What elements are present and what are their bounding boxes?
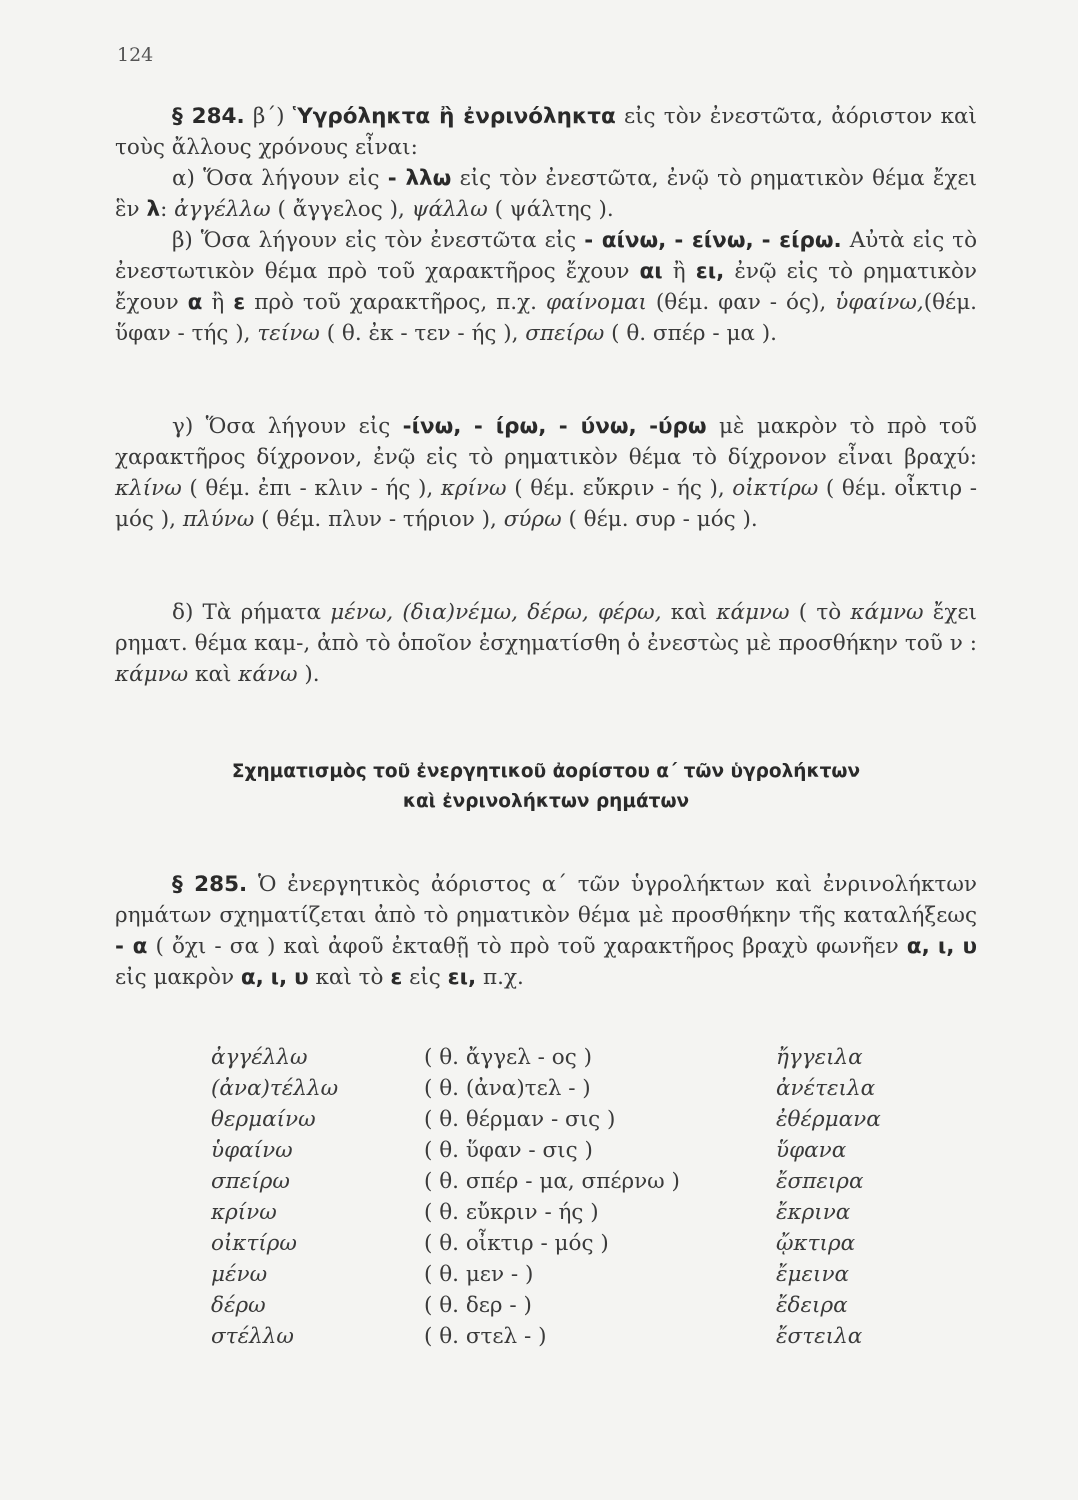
verb-cell: δέρω <box>211 1293 266 1318</box>
example-word: ἀγγέλλω <box>174 197 271 222</box>
ending: -ύρω <box>649 414 707 439</box>
aorist-cell: ἔκρινα <box>776 1200 851 1225</box>
letter: υ <box>294 965 309 990</box>
aorist-cell: ἔδειρα <box>776 1293 848 1318</box>
section-heading <box>115 757 977 817</box>
letter: α, <box>906 934 930 959</box>
table-row <box>0 1043 1078 1073</box>
text: μὲ μακρὸν τὸ πρὸ τοῦ χαρακτῆρος δίχρονον, ἐνῷ εἰς τὸ ρηματικὸν θέμα τὸ δίχρονον εἶναι βραχύ: <box>115 414 977 470</box>
text: ( ψάλτης ). <box>494 197 614 222</box>
table-row <box>0 1229 1078 1259</box>
verb-cell: σπείρω <box>211 1169 290 1194</box>
item-beta <box>115 225 977 349</box>
text: ἔχει ρηματ. θέμα καμ-, ἀπὸ τὸ ὁποῖον ἐσχηματίσθη ὁ ἐνεστὼς μὲ προσθήκην τοῦ ν : <box>115 600 977 656</box>
example-word: πλύνω <box>182 507 255 532</box>
item-gamma <box>115 411 977 535</box>
verb-cell: θερμαίνω <box>211 1107 316 1132</box>
item-label: α) <box>172 166 195 191</box>
letter: α <box>187 290 203 315</box>
text: Ὅσα λήγουν εἰς <box>203 166 380 191</box>
theme-cell: ( θ. εὔκριν - ής ) <box>424 1200 599 1225</box>
theme-cell: ( θ. (ἀνα)τελ - ) <box>424 1076 591 1101</box>
ending: - είνω, <box>674 228 754 253</box>
text: ( θ. σπέρ - μα ). <box>611 321 777 346</box>
section-number: § 285. <box>172 872 248 897</box>
table-row <box>0 1136 1078 1166</box>
text: : <box>160 197 168 222</box>
text: καὶ <box>670 600 708 625</box>
letter: υ <box>962 934 977 959</box>
theme-cell: ( θ. δερ - ) <box>424 1293 532 1318</box>
letter: ει, <box>447 965 477 990</box>
verb-cell: μένω <box>211 1262 268 1287</box>
table-row <box>0 1260 1078 1290</box>
paragraph-284-intro <box>115 101 977 163</box>
item-label: β) <box>172 228 193 253</box>
verb-cell: κρίνω <box>211 1200 277 1225</box>
item-label: δ) <box>172 600 194 625</box>
verb-cell: στέλλω <box>211 1324 294 1349</box>
aorist-cell: ἐθέρμανα <box>776 1107 881 1132</box>
item-delta <box>115 597 977 690</box>
letter: ι, <box>270 965 288 990</box>
table-row <box>0 1198 1078 1228</box>
verb-cell: ὑφαίνω <box>211 1138 293 1163</box>
example-word: κάμνω <box>716 600 790 625</box>
example-word: τείνω <box>257 321 320 346</box>
table-row <box>0 1291 1078 1321</box>
theme-cell: ( θ. ὕφαν - σις ) <box>424 1138 593 1163</box>
text: ἢ <box>211 290 225 315</box>
text: ( θέμ. οἶκτιρ - μός ), <box>115 476 977 532</box>
text: Ὅσα λήγουν εἰς <box>205 414 391 439</box>
text: πρὸ τοῦ χαρακτῆρος, π.χ. <box>254 290 537 315</box>
text: ). <box>304 662 320 687</box>
text: ( θέμ. εὔκριν - ής ), <box>514 476 725 501</box>
example-word: ὑφαίνω, <box>835 290 924 315</box>
example-word: φέρω, <box>597 600 662 625</box>
aorist-cell: ἤγγειλα <box>776 1045 863 1070</box>
aorist-cell: ἀνέτειλα <box>776 1076 876 1101</box>
ending: - είρω. <box>761 228 842 253</box>
example-word: (δια)νέμω, <box>402 600 519 625</box>
example-word: ψάλλω <box>411 197 488 222</box>
example-word: σύρω <box>503 507 562 532</box>
text: ἢ <box>672 259 686 284</box>
example-word: δέρω, <box>527 600 589 625</box>
text: Ὁ ἐνεργητικὸς ἀόριστος α΄ τῶν ὑγρολήκτων καὶ ἐνρινολήκτων ρημάτων σχηματίζεται ἀπὸ τὸ ρηματικὸν θέμα μὲ προσθήκην τῆς καταλήξεως <box>115 872 977 928</box>
text: ( τὸ <box>798 600 842 625</box>
text: εἰς <box>409 965 441 990</box>
example-word: οἰκτίρω <box>732 476 819 501</box>
ending: - α <box>115 934 148 959</box>
theme-cell: ( θ. μεν - ) <box>424 1262 534 1287</box>
ending: - ίρω, <box>473 414 547 439</box>
letter: αι <box>639 259 663 284</box>
aorist-cell: ἔστειλα <box>776 1324 863 1349</box>
text: καὶ <box>195 662 232 687</box>
text: εἰς μακρὸν <box>115 965 235 990</box>
theme-cell: ( θ. ἄγγελ - ος ) <box>424 1045 592 1070</box>
theme-cell: ( θ. στελ - ) <box>424 1324 547 1349</box>
ending: - λλω <box>387 166 452 191</box>
verb-cell: οἰκτίρω <box>211 1231 297 1256</box>
aorist-cell: ἔσπειρα <box>776 1169 864 1194</box>
subsection-label: β΄) <box>252 104 285 129</box>
text: (θέμ. φαν - ός), <box>655 290 827 315</box>
theme-cell: ( θ. οἶκτιρ - μός ) <box>424 1231 609 1256</box>
letter: ε <box>390 965 403 990</box>
table-row <box>0 1167 1078 1197</box>
aorist-cell: ὕφανα <box>776 1138 847 1163</box>
verb-cell: (ἀνα)τέλλω <box>211 1076 339 1101</box>
example-word: κλίνω <box>115 476 182 501</box>
text: Ὅσα λήγουν εἰς τὸν ἐνεστῶτα εἰς <box>200 228 577 253</box>
example-word: κάμνω <box>850 600 924 625</box>
letter: α, <box>240 965 264 990</box>
example-word: σπείρω <box>525 321 605 346</box>
aorist-cell: ἔμεινα <box>776 1262 850 1287</box>
example-word: μένω, <box>330 600 394 625</box>
intro-text: εἰς τὸν ἐνεστῶτα, ἀόριστον καὶ τοὺς ἄλλους χρόνους εἶναι: <box>115 104 977 160</box>
text: ( θέμ. συρ - μός ). <box>568 507 758 532</box>
text: ( ἄγγελος ), <box>277 197 405 222</box>
table-row <box>0 1105 1078 1135</box>
text: ( ὄχι - σα ) καὶ ἀφοῦ ἐκταθῇ τὸ πρὸ τοῦ χαρακτῆρος βραχὺ φωνῆεν <box>155 934 899 959</box>
aorist-cell: ᾤκτιρα <box>776 1231 856 1256</box>
text: Τὰ ρήματα <box>202 600 322 625</box>
example-word: κρίνω <box>440 476 507 501</box>
letter: λ <box>146 197 161 222</box>
text: ἐνῷ εἰς τὸ ρηματικὸν ἔχουν <box>115 259 977 315</box>
example-word: φαίνομαι <box>545 290 647 315</box>
theme-cell: ( θ. σπέρ - μα, σπέρνω ) <box>424 1169 680 1194</box>
letter: ε <box>233 290 246 315</box>
text: ( θέμ. πλυν - τήριον ), <box>261 507 497 532</box>
heading-line-2: καὶ ἐνρινολήκτων ρημάτων <box>402 791 690 812</box>
ending: - ύνω, <box>558 414 637 439</box>
letter: ι, <box>937 934 955 959</box>
example-word: κάμνω <box>115 662 189 687</box>
text: ( θ. ἐκ - τεν - ής ), <box>326 321 519 346</box>
paragraph-285 <box>115 869 977 993</box>
heading-line-1: Σχηματισμὸς τοῦ ἐνεργητικοῦ ἀορίστου α΄ τῶν ὑγρολήκτων <box>231 761 861 782</box>
ending: - αίνω, <box>584 228 667 253</box>
table-row <box>0 1074 1078 1104</box>
page-number: 124 <box>117 44 154 66</box>
text: καὶ τὸ <box>315 965 384 990</box>
item-alpha <box>115 163 977 225</box>
text: π.χ. <box>482 965 524 990</box>
verb-cell: ἀγγέλλω <box>211 1045 308 1070</box>
text: (θέμ. ὕφαν - τής ), <box>115 290 977 346</box>
example-word: κάνω <box>238 662 298 687</box>
letter: ει, <box>695 259 725 284</box>
item-label: γ) <box>172 414 194 439</box>
ending: -ίνω, <box>402 414 462 439</box>
section-number: § 284. <box>172 104 245 129</box>
theme-cell: ( θ. θέρμαν - σις ) <box>424 1107 616 1132</box>
section-title: Ὑγρόληκτα ἢ ἐνρινόληκτα <box>292 104 616 129</box>
text: Αὐτὰ εἰς τὸ ἐνεστωτικὸν θέμα πρὸ τοῦ χαρακτῆρος ἔχουν <box>115 228 978 284</box>
text: εἰς τὸν ἐνεστῶτα, ἐνῷ τὸ ρηματικὸν θέμα ἔχει ἓν <box>115 166 977 222</box>
text: ( θέμ. ἐπι - κλιν - ής ), <box>189 476 434 501</box>
table-row <box>0 1322 1078 1352</box>
